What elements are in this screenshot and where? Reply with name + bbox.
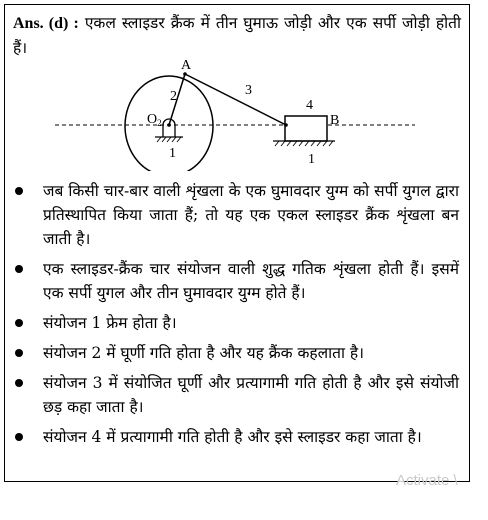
list-item (13, 371, 459, 419)
label-o-subscript: 2 (157, 118, 162, 128)
slider-block (285, 116, 327, 141)
list-item (13, 257, 459, 305)
bullet-icon (15, 379, 23, 387)
list-item-text: जब किसी चार-बार वाली शृंखला के एक घुमावदार युग्म को सर्पी युगल द्वारा प्रतिस्थापित किया जाता हैं; तो यह एक एकल स्लाइडर क्रैंक शृंखला बन जाती है। (43, 182, 459, 248)
label-frame-1-left: 1 (169, 146, 176, 161)
bullet-icon (15, 433, 23, 441)
answer-card (4, 4, 470, 482)
bullet-icon (15, 187, 23, 195)
list-item (13, 311, 459, 335)
list-item-text: संयोजन 2 में घूर्णी गति होता है और यह क्रैंक कहलाता है। (43, 344, 365, 362)
label-b: B (330, 113, 340, 128)
bullet-icon (15, 349, 23, 357)
label-link-4: 4 (306, 98, 313, 113)
explanation-list (13, 179, 459, 455)
answer-text: एकल स्लाइडर क्रैंक में तीन घुमाऊ जोड़ी और एक सर्पी जोड़ी होती हैं। (13, 14, 461, 57)
label-link-2: 2 (170, 89, 177, 104)
answer-paragraph (13, 11, 461, 60)
label-frame-1-right: 1 (308, 152, 315, 167)
answer-label: Ans. (d) : (13, 15, 79, 32)
label-o-main: O (147, 112, 158, 127)
list-item-text: संयोजन 1 फ्रेम होता है। (43, 314, 177, 332)
connecting-rod (185, 74, 286, 125)
bullet-icon (15, 265, 23, 273)
list-item (13, 179, 459, 251)
list-item-text: एक स्लाइडर-क्रैंक चार संयोजन वाली शुद्ध गतिक शृंखला होती हैं। इसमें एक सर्पी युगल और तीन घुमावदार युग्म होते हैं। (43, 260, 459, 302)
list-item (13, 341, 459, 365)
list-item-text: संयोजन 4 में प्रत्यागामी गति होती है और इसे स्लाइडर कहा जाता है। (43, 428, 422, 446)
list-item (13, 425, 459, 449)
label-link-3: 3 (245, 83, 252, 98)
slider-crank-diagram (5, 59, 469, 171)
label-o (147, 112, 162, 128)
activate-windows-watermark: Activate \ (396, 472, 458, 489)
list-item-text: संयोजन 3 में संयोजित घूर्णी और प्रत्यागामी गति होती है और इसे संयोजी छड़ कहा जाता है। (43, 374, 459, 416)
joint-slider (284, 123, 288, 127)
label-a: A (181, 59, 192, 73)
bullet-icon (15, 319, 23, 327)
